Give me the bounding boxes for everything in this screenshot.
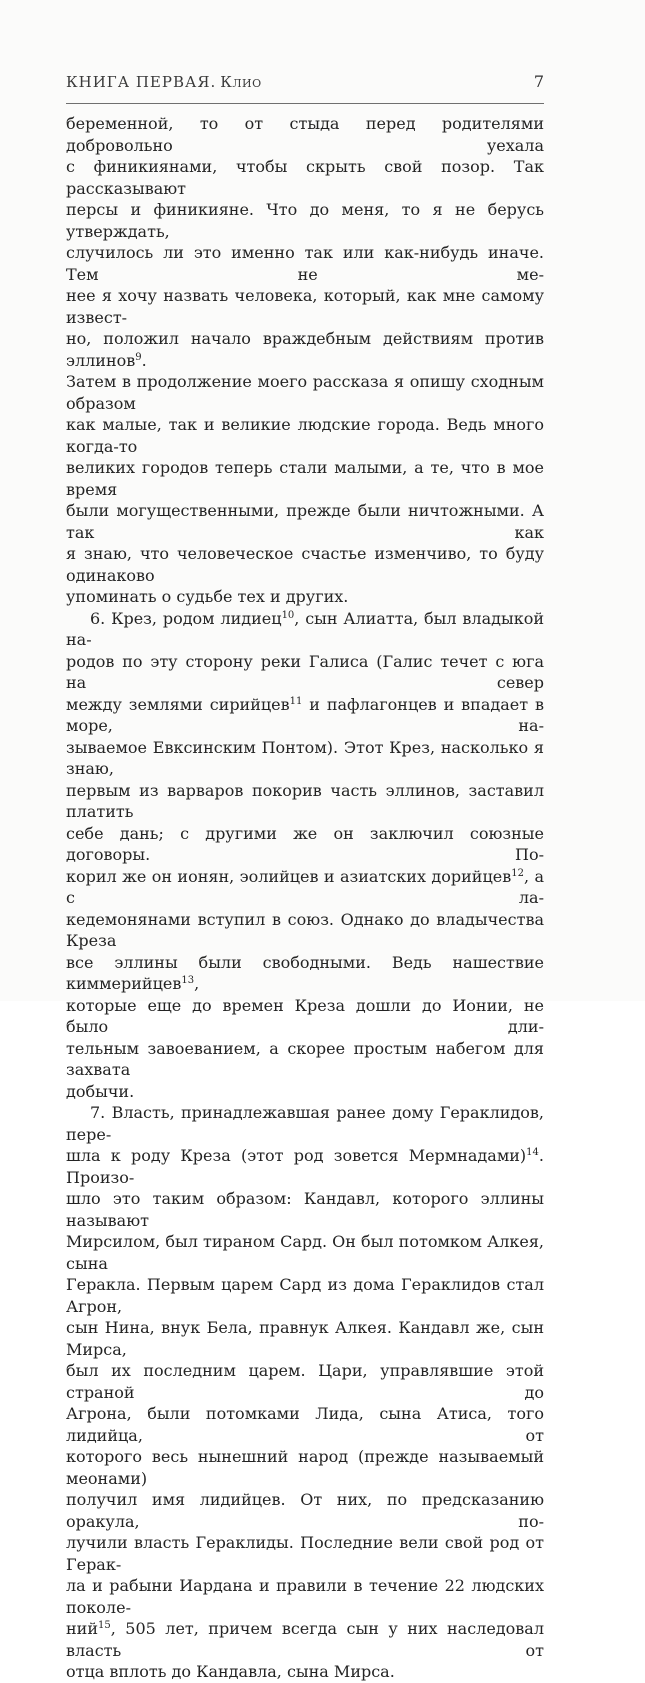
running-header-title [66, 72, 262, 92]
text-line: были могущественными, прежде были ничтожными. А так как [66, 501, 544, 542]
text-line: Затем в продолжение моего рассказа я опишу сходным образом [66, 372, 544, 413]
text-line: 6. Крез, родом лидиец$^{10}$, сын Алиатта, был владыкой на- [66, 608, 544, 649]
header-rule [66, 103, 544, 104]
text-line: упоминать о судьбе тех и других. [66, 587, 349, 606]
text-line: но, положил начало враждебным действиям против эллинов$^9$. [66, 329, 544, 370]
text-line: сын Нина, внук Бела, правнук Алкея. Кандавл же, сын Мирса, [66, 1318, 544, 1359]
running-header [66, 72, 544, 92]
text-line: добычи. [66, 1081, 135, 1101]
paragraph [66, 113, 544, 608]
text-line: как малые, так и великие людские города. Ведь много когда-то [66, 415, 544, 456]
text-line: беременной, то от стыда перед родителями добровольно уехала [66, 114, 544, 155]
text-line: кедемонянами вступил в союз. Однако до владычества Креза [66, 909, 544, 950]
text-line: между землями сирийцев$^{11}$ и пафлагонцев и впадает в море, на- [66, 694, 544, 735]
text-line: лучили власть Гераклиды. Последние вели свой род от Герак- [66, 1533, 544, 1574]
text-line: я знаю, что человеческое счастье изменчиво, то буду одинаково [66, 544, 544, 585]
text-line: 7. Власть, принадлежавшая ранее дому Гераклидов, пере- [66, 1103, 544, 1144]
page-number: 7 [533, 72, 544, 91]
text-line: случилось ли это именно так или как-нибудь иначе. Тем не ме- [66, 243, 544, 284]
text-line: шла к роду Креза (этот род зовется Мермнадами)$^{14}$. Произо- [66, 1146, 544, 1187]
text-line: великих городов теперь стали малыми, а те, что в мое время [66, 458, 544, 499]
text-line: Геракла. Первым царем Сард из дома Гераклидов стал Агрон, [66, 1275, 544, 1316]
footnote-ref: 15 [98, 1620, 111, 1631]
footnote-ref: 9 [135, 351, 142, 363]
text-line: которого весь нынешний народ (прежде называемый меонами) [66, 1447, 544, 1488]
text-line: первым из варваров покорив часть эллинов, заставил платить [66, 780, 544, 821]
text-line: Агрона, были потомками Лида, сына Атиса, того лидийца, от [66, 1404, 544, 1445]
text-line: Мирсилом, был тираном Сард. Он был потомком Алкея, сына [66, 1232, 544, 1273]
text-line: получил имя лидийцев. От них, по предсказанию оракула, по- [66, 1490, 544, 1531]
footnote-ref: 14 [526, 1147, 539, 1158]
footnote-ref: 11 [289, 695, 303, 707]
text-line: ла и рабыни Иардана и правили в течение 22 людских поколе- [66, 1576, 544, 1617]
text-line: был их последним царем. Цари, управлявшие этой страной до [66, 1361, 544, 1402]
paragraph [66, 608, 544, 1103]
paragraph [66, 1102, 544, 1683]
text-line: тельным завоеванием, а скорее простым набегом для захвата [66, 1038, 544, 1079]
text-line: нее я хочу назвать человека, который, как мне самому извест- [66, 286, 544, 327]
text-line: персы и финикияне. Что до меня, то я не берусь утверждать, [66, 200, 544, 241]
footnote-ref: 10 [281, 609, 295, 621]
text-block [66, 113, 544, 1683]
text-line: родов по эту сторону реки Галиса (Галис течет с юга на север [66, 651, 544, 692]
text-line: ний$^{15}$, 505 лет, причем всегда сын у них наследовал власть от [66, 1619, 544, 1660]
text-line: корил же он ионян, эолийцев и азиатских дорийцев$^{12}$, а с ла- [66, 866, 544, 907]
text-line: все эллины были свободными. Ведь нашествие киммерийцев$^{13}$, [66, 952, 544, 993]
text-line: которые еще до времен Креза дошли до Ионии, не было дли- [66, 995, 544, 1036]
text-line: себе дань; с другими же он заключил союзные договоры. По- [66, 823, 544, 864]
footnote-ref: 13 [181, 975, 195, 986]
book-title: КНИГА ПЕРВАЯ. [66, 73, 217, 91]
chapter-title: Клио [220, 73, 262, 91]
text-line: зываемое Евксинским Понтом). Этот Крез, насколько я знаю, [66, 737, 544, 778]
text-line: шло это таким образом: Кандавл, которого эллины называют [66, 1189, 544, 1230]
footnote-ref: 12 [511, 867, 524, 879]
text-line: отца вплоть до Кандавла, сына Мирса. [66, 1662, 395, 1681]
text-line: с финикиянами, чтобы скрыть свой позор. Так рассказывают [66, 157, 544, 198]
